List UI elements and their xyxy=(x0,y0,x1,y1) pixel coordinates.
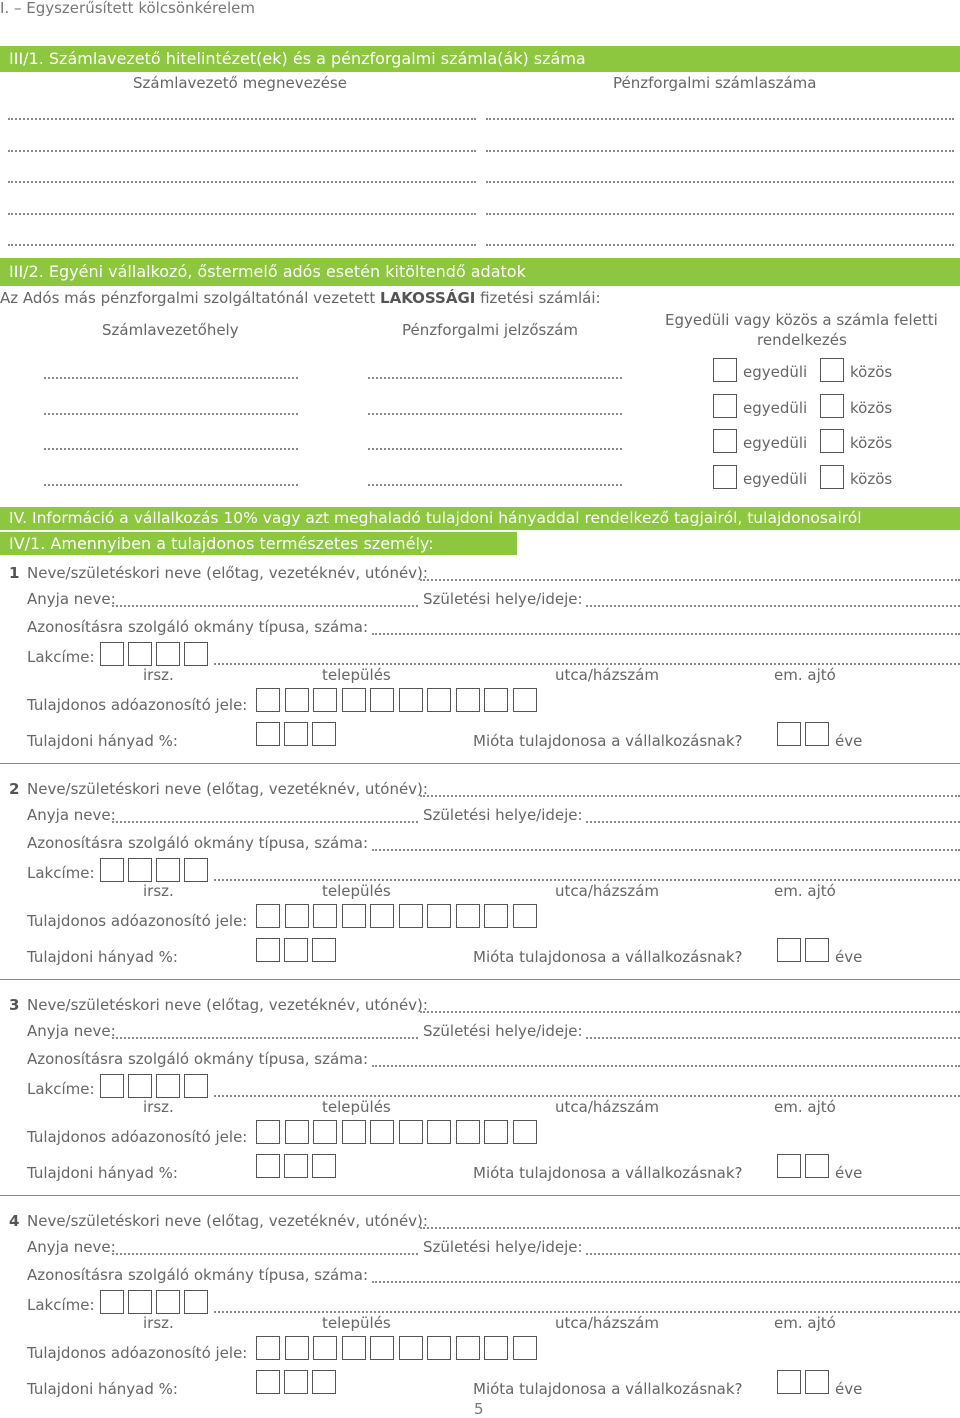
joint-checkbox[interactable] xyxy=(820,465,844,489)
floor-door-caption: em. ajtó xyxy=(774,1314,836,1332)
iii2-col-branch-header: Számlavezetőhely xyxy=(102,321,239,339)
single-label: egyedüli xyxy=(743,469,808,488)
floor-door-caption: em. ajtó xyxy=(774,1098,836,1116)
tax-id-digit-box[interactable] xyxy=(427,1336,451,1360)
id-document-label: Azonosításra szolgáló okmány típusa, száma: xyxy=(27,834,369,852)
section-iv-title: IV. Információ a vállalkozás 10% vagy azt meghaladó tulajdoni hányaddal rendelkező tagjairól, tulajdonosairól xyxy=(0,507,960,530)
id-document-field[interactable] xyxy=(372,633,960,635)
name-label: Neve/születéskori neve (előtag, vezetéknév, utónév): xyxy=(27,1212,428,1230)
tax-id-label: Tulajdonos adóazonosító jele: xyxy=(27,1344,248,1362)
joint-checkbox[interactable] xyxy=(820,429,844,453)
name-label: Neve/születéskori neve (előtag, vezetéknév, utónév): xyxy=(27,780,428,798)
section-iii2-title: III/2. Egyéni vállalkozó, őstermelő adós esetén kitöltendő adatok xyxy=(0,258,960,286)
account-number-field[interactable] xyxy=(486,213,954,215)
mother-name-field[interactable] xyxy=(112,821,418,823)
iii2-intro-bold: LAKOSSÁGI xyxy=(380,289,476,307)
tax-id-digit-box[interactable] xyxy=(285,1336,309,1360)
address-label: Lakcíme: xyxy=(27,864,95,882)
birth-field[interactable] xyxy=(586,1253,960,1255)
zip-digit-box[interactable] xyxy=(128,642,152,666)
tax-id-digit-box[interactable] xyxy=(342,1336,366,1360)
tax-id-digit-box[interactable] xyxy=(256,904,280,928)
owner-since-label: Mióta tulajdonosa a vállalkozásnak? xyxy=(473,1380,743,1398)
bank-name-field[interactable] xyxy=(8,244,476,246)
birth-label: Születési helye/ideje: xyxy=(423,1022,583,1040)
id-document-field[interactable] xyxy=(372,1281,960,1283)
account-number-field[interactable] xyxy=(486,118,954,120)
iii2-intro xyxy=(0,291,601,306)
zip-digit-box[interactable] xyxy=(184,1074,208,1098)
zip-digit-box[interactable] xyxy=(128,858,152,882)
birth-field[interactable] xyxy=(586,821,960,823)
tax-id-digit-box[interactable] xyxy=(513,688,537,712)
share-digit-box[interactable] xyxy=(284,1370,308,1394)
iii2-intro-post: fizetési számlái: xyxy=(475,289,601,307)
mother-name-field[interactable] xyxy=(112,1253,418,1255)
zip-digit-box[interactable] xyxy=(100,1074,124,1098)
section-iv1-subtitle: IV/1. Amennyiben a tulajdonos természetes személy: xyxy=(0,532,517,555)
tax-id-digit-box[interactable] xyxy=(285,904,309,928)
birth-field[interactable] xyxy=(586,1037,960,1039)
tax-id-digit-box[interactable] xyxy=(256,1336,280,1360)
city-caption: település xyxy=(322,1098,391,1116)
street-caption: utca/házszám xyxy=(555,666,659,684)
tax-id-digit-box[interactable] xyxy=(513,1336,537,1360)
iii2-intro-pre: Az Adós más pénzforgalmi szolgáltatónál vezetett xyxy=(0,289,381,307)
tax-id-digit-box[interactable] xyxy=(399,1336,423,1360)
branch-field[interactable] xyxy=(44,484,298,486)
single-label: egyedüli xyxy=(743,434,808,452)
years-digit-box[interactable] xyxy=(805,1154,829,1178)
single-label: egyedüli xyxy=(743,398,808,417)
name-field[interactable] xyxy=(420,795,960,797)
name-field[interactable] xyxy=(420,1227,960,1229)
zip-digit-box[interactable] xyxy=(184,858,208,882)
joint-checkbox[interactable] xyxy=(820,394,844,418)
owner-since-label: Mióta tulajdonosa a vállalkozásnak? xyxy=(473,948,743,966)
branch-field[interactable] xyxy=(44,448,298,450)
mother-name-field[interactable] xyxy=(112,605,418,607)
floor-door-caption: em. ajtó xyxy=(774,882,836,900)
share-digit-box[interactable] xyxy=(312,1370,336,1394)
zip-digit-box[interactable] xyxy=(128,1290,152,1314)
address-field[interactable] xyxy=(214,879,960,881)
bank-name-field[interactable] xyxy=(8,150,476,152)
share-label: Tulajdoni hányad %: xyxy=(27,732,178,750)
code-field[interactable] xyxy=(368,484,622,486)
share-digit-box[interactable] xyxy=(256,1154,280,1178)
zip-caption: irsz. xyxy=(143,1098,174,1116)
mother-name-field[interactable] xyxy=(112,1037,418,1039)
branch-field[interactable] xyxy=(44,413,298,415)
tax-id-digit-box[interactable] xyxy=(313,1336,337,1360)
owner-separator xyxy=(0,1195,960,1196)
name-field[interactable] xyxy=(420,579,960,581)
city-caption: település xyxy=(322,882,391,900)
street-caption: utca/házszám xyxy=(555,1314,659,1332)
owner-number: 1 xyxy=(9,564,20,582)
address-field[interactable] xyxy=(214,1095,960,1097)
tax-id-digit-box[interactable] xyxy=(370,688,394,712)
joint-label: közös xyxy=(850,398,893,417)
bank-name-field[interactable] xyxy=(8,118,476,120)
tax-id-digit-box[interactable] xyxy=(456,904,480,928)
bank-name-field[interactable] xyxy=(8,181,476,183)
zip-digit-box[interactable] xyxy=(156,1290,180,1314)
share-label: Tulajdoni hányad %: xyxy=(27,1164,178,1182)
account-number-field[interactable] xyxy=(486,244,954,246)
joint-label: közös xyxy=(850,363,893,381)
tax-id-digit-box[interactable] xyxy=(285,688,309,712)
share-digit-box[interactable] xyxy=(312,938,336,962)
zip-digit-box[interactable] xyxy=(100,642,124,666)
city-caption: település xyxy=(322,1314,391,1332)
single-label: egyedüli xyxy=(743,363,808,381)
owner-number: 4 xyxy=(9,1212,20,1230)
iii1-col-bank-header: Számlavezető megnevezése xyxy=(133,74,347,92)
tax-id-digit-box[interactable] xyxy=(456,1120,480,1144)
tax-id-digit-box[interactable] xyxy=(285,1120,309,1144)
share-label: Tulajdoni hányad %: xyxy=(27,1380,178,1398)
years-digit-box[interactable] xyxy=(777,1370,801,1394)
years-digit-box[interactable] xyxy=(777,938,801,962)
id-document-field[interactable] xyxy=(372,1065,960,1067)
tax-id-digit-box[interactable] xyxy=(342,904,366,928)
joint-checkbox[interactable] xyxy=(820,358,844,382)
tax-id-digit-box[interactable] xyxy=(456,688,480,712)
code-field[interactable] xyxy=(368,413,622,415)
years-digit-box[interactable] xyxy=(777,1154,801,1178)
tax-id-digit-box[interactable] xyxy=(399,688,423,712)
zip-caption: irsz. xyxy=(143,1314,174,1332)
owner-since-label: Mióta tulajdonosa a vállalkozásnak? xyxy=(473,732,743,750)
years-digit-box[interactable] xyxy=(777,722,801,746)
zip-digit-box[interactable] xyxy=(184,1290,208,1314)
tax-id-digit-box[interactable] xyxy=(313,904,337,928)
tax-id-digit-box[interactable] xyxy=(342,1120,366,1144)
street-caption: utca/házszám xyxy=(555,882,659,900)
iii2-col-ownership-header-1: Egyedüli vagy közös a számla feletti xyxy=(665,311,938,329)
address-label: Lakcíme: xyxy=(27,1080,95,1098)
years-caption: éve xyxy=(835,732,863,750)
tax-id-label: Tulajdonos adóazonosító jele: xyxy=(27,1128,248,1146)
tax-id-digit-box[interactable] xyxy=(484,1120,508,1144)
share-digit-box[interactable] xyxy=(312,1154,336,1178)
owner-since-label: Mióta tulajdonosa a vállalkozásnak? xyxy=(473,1164,743,1182)
tax-id-digit-box[interactable] xyxy=(427,688,451,712)
single-checkbox[interactable] xyxy=(713,429,737,453)
address-label: Lakcíme: xyxy=(27,1296,95,1314)
share-digit-box[interactable] xyxy=(256,1370,280,1394)
years-caption: éve xyxy=(835,948,863,966)
share-digit-box[interactable] xyxy=(284,938,308,962)
single-checkbox[interactable] xyxy=(713,394,737,418)
share-digit-box[interactable] xyxy=(256,938,280,962)
iii2-col-code-header: Pénzforgalmi jelzőszám xyxy=(402,321,579,339)
mother-name-label: Anyja neve: xyxy=(27,1238,116,1256)
tax-id-digit-box[interactable] xyxy=(427,904,451,928)
address-field[interactable] xyxy=(214,1311,960,1313)
id-document-label: Azonosításra szolgáló okmány típusa, száma: xyxy=(27,1050,369,1068)
share-digit-box[interactable] xyxy=(284,722,308,746)
zip-digit-box[interactable] xyxy=(184,642,208,666)
zip-caption: irsz. xyxy=(143,882,174,900)
account-number-field[interactable] xyxy=(486,150,954,152)
tax-id-digit-box[interactable] xyxy=(399,1120,423,1144)
section-iii1-title: III/1. Számlavezető hitelintézet(ek) és a pénzforgalmi számla(ák) száma xyxy=(0,46,960,72)
tax-id-digit-box[interactable] xyxy=(370,1336,394,1360)
tax-id-digit-box[interactable] xyxy=(313,688,337,712)
years-digit-box[interactable] xyxy=(805,1370,829,1394)
branch-field[interactable] xyxy=(44,377,298,379)
iii2-col-ownership-header-2: rendelkezés xyxy=(757,331,847,349)
owner-separator xyxy=(0,979,960,980)
city-caption: település xyxy=(322,666,391,684)
zip-digit-box[interactable] xyxy=(156,858,180,882)
tax-id-digit-box[interactable] xyxy=(399,904,423,928)
bank-name-field[interactable] xyxy=(8,213,476,215)
iii1-col-account-header: Pénzforgalmi számlaszáma xyxy=(613,74,817,92)
tax-id-digit-box[interactable] xyxy=(484,904,508,928)
code-field[interactable] xyxy=(368,448,622,450)
tax-id-digit-box[interactable] xyxy=(456,1336,480,1360)
owner-separator xyxy=(0,763,960,764)
tax-id-digit-box[interactable] xyxy=(313,1120,337,1144)
birth-label: Születési helye/ideje: xyxy=(423,806,583,824)
mother-name-label: Anyja neve: xyxy=(27,806,116,824)
years-caption: éve xyxy=(835,1380,863,1398)
tax-id-digit-box[interactable] xyxy=(256,688,280,712)
address-field[interactable] xyxy=(214,663,960,665)
tax-id-label: Tulajdonos adóazonosító jele: xyxy=(27,696,248,714)
birth-field[interactable] xyxy=(586,605,960,607)
tax-id-label: Tulajdonos adóazonosító jele: xyxy=(27,912,248,930)
years-digit-box[interactable] xyxy=(805,722,829,746)
page-number: 5 xyxy=(474,1400,484,1418)
name-label: Neve/születéskori neve (előtag, vezetéknév, utónév): xyxy=(27,564,428,582)
share-label: Tulajdoni hányad %: xyxy=(27,948,178,966)
tax-id-digit-box[interactable] xyxy=(513,904,537,928)
name-field[interactable] xyxy=(420,1011,960,1013)
birth-label: Születési helye/ideje: xyxy=(423,1238,583,1256)
zip-caption: irsz. xyxy=(143,666,174,684)
running-header: I. – Egyszerűsített kölcsönkérelem xyxy=(0,0,256,17)
id-document-label: Azonosításra szolgáló okmány típusa, száma: xyxy=(27,1266,369,1284)
mother-name-label: Anyja neve: xyxy=(27,590,116,608)
owner-number: 3 xyxy=(9,996,20,1014)
tax-id-digit-box[interactable] xyxy=(484,688,508,712)
share-digit-box[interactable] xyxy=(312,722,336,746)
single-checkbox[interactable] xyxy=(713,358,737,382)
single-checkbox[interactable] xyxy=(713,465,737,489)
account-number-field[interactable] xyxy=(486,181,954,183)
tax-id-digit-box[interactable] xyxy=(342,688,366,712)
street-caption: utca/házszám xyxy=(555,1098,659,1116)
id-document-label: Azonosításra szolgáló okmány típusa, száma: xyxy=(27,618,369,636)
code-field[interactable] xyxy=(368,377,622,379)
name-label: Neve/születéskori neve (előtag, vezetéknév, utónév): xyxy=(27,996,428,1014)
floor-door-caption: em. ajtó xyxy=(774,666,836,684)
owner-number: 2 xyxy=(9,780,20,798)
zip-digit-box[interactable] xyxy=(100,858,124,882)
joint-label: közös xyxy=(850,434,893,452)
tax-id-digit-box[interactable] xyxy=(513,1120,537,1144)
tax-id-digit-box[interactable] xyxy=(370,904,394,928)
years-digit-box[interactable] xyxy=(805,938,829,962)
share-digit-box[interactable] xyxy=(256,722,280,746)
tax-id-digit-box[interactable] xyxy=(256,1120,280,1144)
joint-label: közös xyxy=(850,469,893,488)
id-document-field[interactable] xyxy=(372,849,960,851)
tax-id-digit-box[interactable] xyxy=(484,1336,508,1360)
zip-digit-box[interactable] xyxy=(100,1290,124,1314)
address-label: Lakcíme: xyxy=(27,648,95,666)
tax-id-digit-box[interactable] xyxy=(370,1120,394,1144)
zip-digit-box[interactable] xyxy=(128,1074,152,1098)
share-digit-box[interactable] xyxy=(284,1154,308,1178)
birth-label: Születési helye/ideje: xyxy=(423,590,583,608)
tax-id-digit-box[interactable] xyxy=(427,1120,451,1144)
zip-digit-box[interactable] xyxy=(156,1074,180,1098)
zip-digit-box[interactable] xyxy=(156,642,180,666)
years-caption: éve xyxy=(835,1164,863,1182)
mother-name-label: Anyja neve: xyxy=(27,1022,116,1040)
